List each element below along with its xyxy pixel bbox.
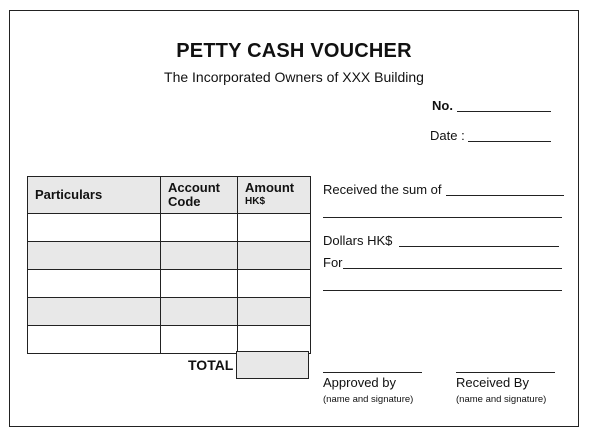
for-field[interactable] — [343, 255, 562, 269]
dollars-label: Dollars HK$ — [323, 233, 393, 248]
dollars-field[interactable] — [399, 233, 559, 247]
received-by-sublabel: (name and signature) — [456, 394, 547, 405]
approved-signature-line[interactable] — [323, 359, 422, 373]
amount-cell[interactable] — [238, 326, 311, 354]
table-row — [28, 298, 311, 326]
particulars-cell[interactable] — [28, 298, 161, 326]
header-currency-label: HK$ — [245, 196, 266, 207]
account-code-cell[interactable] — [161, 298, 238, 326]
total-label: TOTAL — [188, 357, 234, 373]
received-by-label: Received By — [456, 375, 529, 390]
voucher-number-label: No. — [432, 98, 453, 113]
for-continuation-field[interactable] — [323, 277, 562, 291]
particulars-cell[interactable] — [28, 214, 161, 242]
approved-by-sublabel: (name and signature) — [323, 394, 414, 405]
total-amount-field[interactable] — [236, 351, 309, 379]
received-sum-label: Received the sum of — [323, 182, 442, 197]
particulars-cell[interactable] — [28, 242, 161, 270]
header-particulars — [28, 177, 161, 214]
table-header-row — [28, 177, 311, 214]
account-code-cell[interactable] — [161, 242, 238, 270]
approved-by-label: Approved by — [323, 375, 396, 390]
voucher-number-field[interactable] — [457, 98, 551, 112]
voucher-title: PETTY CASH VOUCHER — [176, 40, 412, 62]
received-sum-continuation-field[interactable] — [323, 204, 562, 218]
amount-cell[interactable] — [238, 298, 311, 326]
particulars-cell[interactable] — [28, 326, 161, 354]
date-label: Date : — [430, 128, 465, 143]
header-account-label: Account — [168, 180, 220, 195]
petty-cash-voucher — [9, 10, 579, 427]
account-code-cell[interactable] — [161, 270, 238, 298]
amount-cell[interactable] — [238, 214, 311, 242]
for-label: For — [323, 255, 343, 270]
header-particulars-label: Particulars — [35, 187, 103, 202]
amount-cell[interactable] — [238, 270, 311, 298]
table-row — [28, 326, 311, 354]
header-amount-label: Amount — [245, 180, 295, 195]
table-row — [28, 242, 311, 270]
account-code-cell[interactable] — [161, 326, 238, 354]
received-sum-field[interactable] — [446, 182, 564, 196]
table-row — [28, 270, 311, 298]
received-signature-line[interactable] — [456, 359, 555, 373]
header-amount — [238, 177, 311, 214]
particulars-cell[interactable] — [28, 270, 161, 298]
header-code-label: Code — [168, 194, 201, 209]
table-row — [28, 214, 311, 242]
voucher-subtitle: The Incorporated Owners of XXX Building — [164, 69, 424, 85]
particulars-table — [27, 176, 311, 354]
amount-cell[interactable] — [238, 242, 311, 270]
date-field[interactable] — [468, 128, 551, 142]
header-account-code — [161, 177, 238, 214]
account-code-cell[interactable] — [161, 214, 238, 242]
